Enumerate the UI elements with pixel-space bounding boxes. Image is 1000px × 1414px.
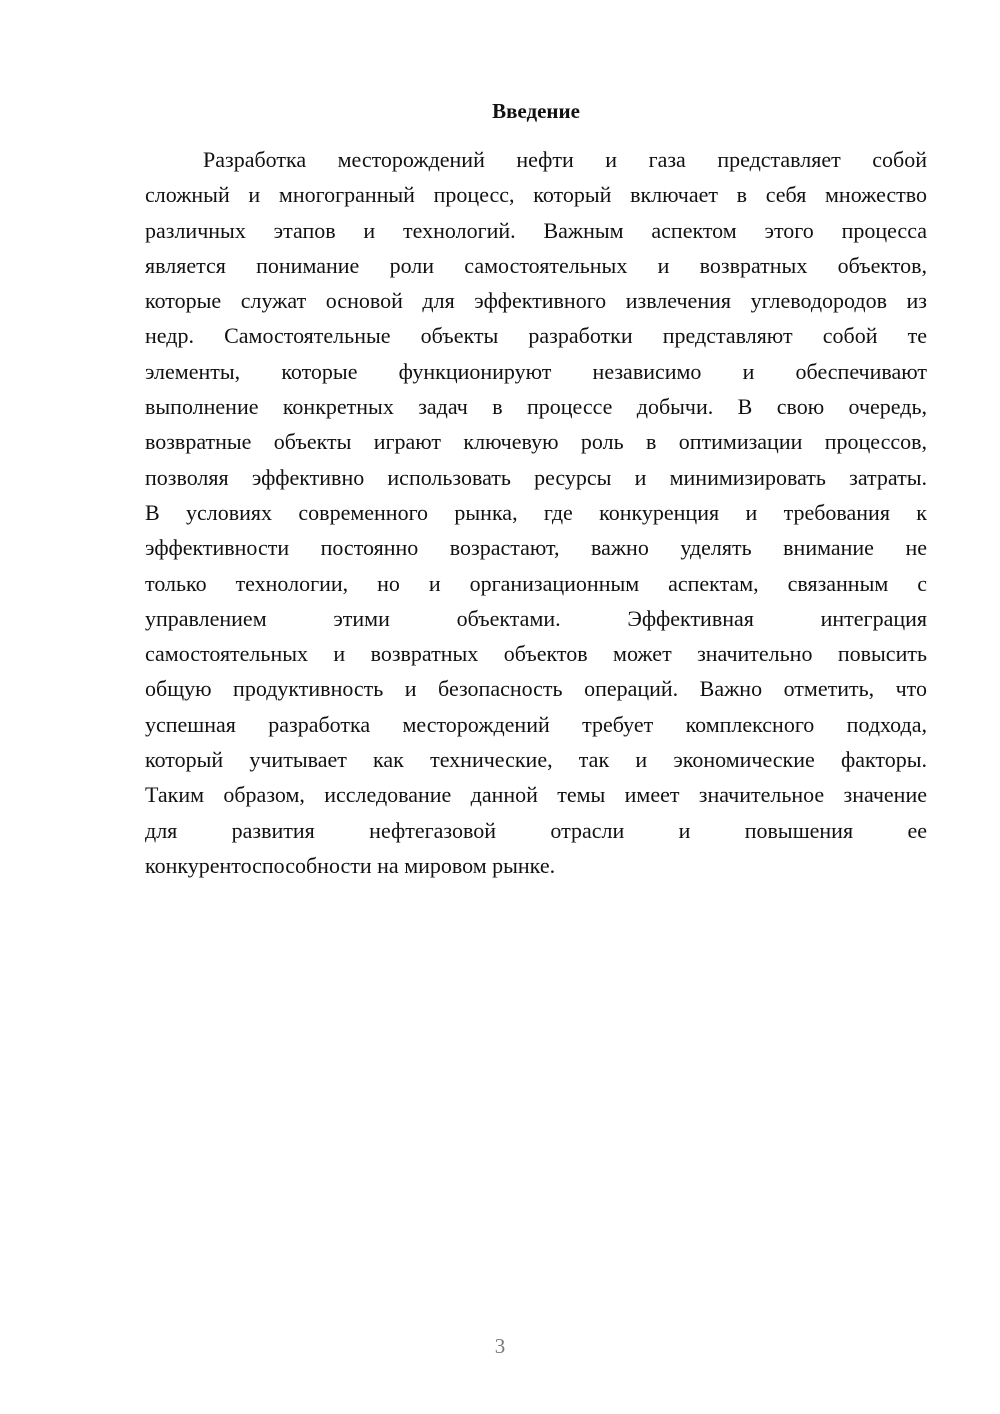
paragraph-line: успешная разработка месторождений требует комплексного подхода, [145, 711, 927, 737]
paragraph-line: эффективности постоянно возрастают, важно уделять внимание не [145, 535, 927, 561]
paragraph-line: сложный и многогранный процесс, который включает в себя множество [145, 182, 927, 208]
section-heading: Введение [492, 99, 580, 123]
paragraph-line: который учитывает как технические, так и экономические факторы. [145, 747, 927, 773]
paragraph-line: В условиях современного рынка, где конкуренция и требования к [145, 499, 927, 525]
intro-paragraph [145, 142, 927, 883]
paragraph-line: Таким образом, исследование данной темы имеет значительное значение [145, 782, 927, 808]
paragraph-line: которые служат основой для эффективного извлечения углеводородов из [145, 288, 927, 314]
paragraph-line: элементы, которые функционируют независимо и обеспечивают [145, 358, 927, 384]
paragraph-line: конкурентоспособности на мировом рынке. [145, 852, 556, 878]
paragraph-line: выполнение конкретных задач в процессе добычи. В свою очередь, [145, 394, 927, 420]
paragraph-line: только технологии, но и организационным аспектам, связанным с [145, 570, 927, 596]
paragraph-line: позволяя эффективно использовать ресурсы и минимизировать затраты. [145, 464, 927, 490]
paragraph-line: Разработка месторождений нефти и газа представляет собой [203, 147, 927, 172]
paragraph-line: управлением этими объектами. Эффективная интеграция [145, 605, 927, 631]
paragraph-line: для развития нефтегазовой отрасли и повышения ее [145, 817, 927, 843]
paragraph-line: является понимание роли самостоятельных и возвратных объектов, [145, 252, 927, 278]
page-number: 3 [494, 1334, 506, 1358]
paragraph-line: самостоятельных и возвратных объектов может значительно повысить [145, 641, 927, 667]
paragraph-line: возвратные объекты играют ключевую роль в оптимизации процессов, [145, 429, 927, 455]
paragraph-line: недр. Самостоятельные объекты разработки представляют собой те [145, 323, 927, 349]
paragraph-line: различных этапов и технологий. Важным аспектом этого процесса [145, 217, 927, 243]
paragraph-line: общую продуктивность и безопасность операций. Важно отметить, что [145, 676, 927, 702]
